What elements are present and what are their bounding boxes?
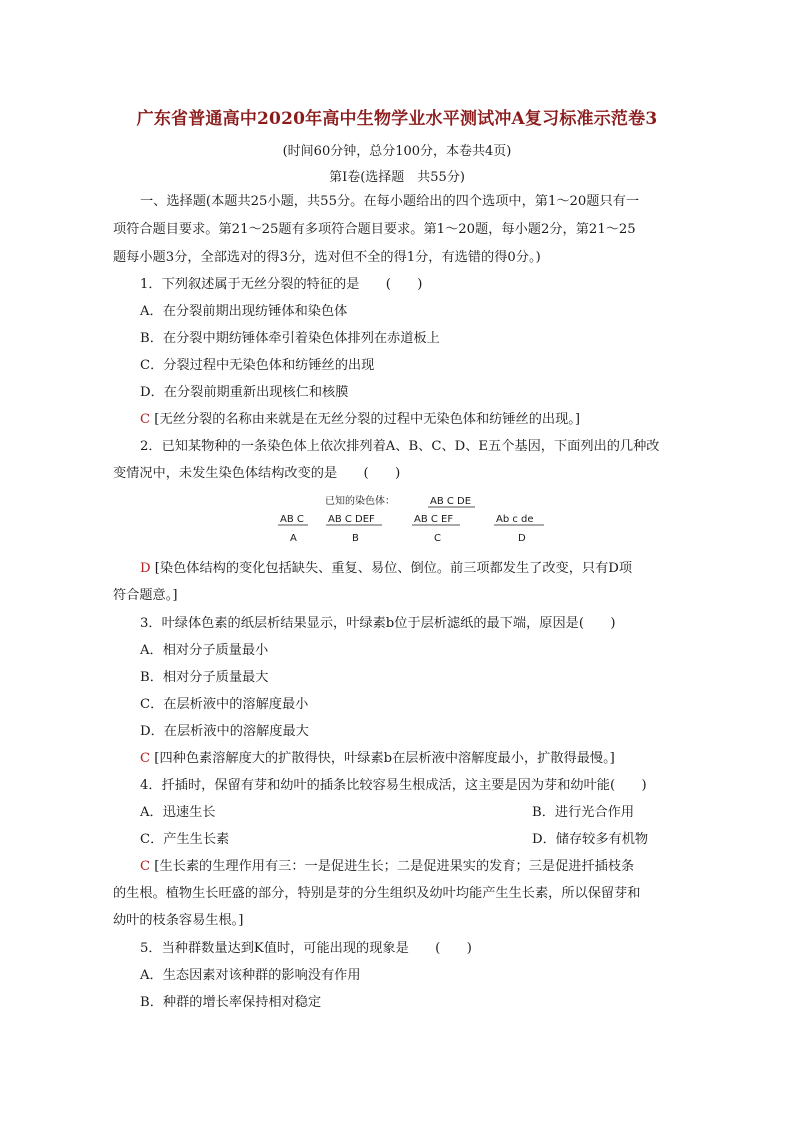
question-3-option: A．相对分子质量最小 (140, 643, 269, 658)
answer-explanation: [四种色素溶解度大的扩散得快，叶绿素b在层析液中溶解度最小，扩散得最慢。] (154, 751, 615, 766)
chromosome-variant: Ab c de (496, 514, 534, 525)
question-5-option: A．生态因素对该种群的影响没有作用 (140, 968, 361, 983)
question-1-option: A．在分裂前期出现纺锤体和染色体 (140, 304, 348, 319)
question-5-stem: 5．当种群数量达到K值时，可能出现的现象是 ( ) (140, 941, 472, 956)
chromosome-variant-label: A (290, 533, 297, 544)
question-3-option: C．在层析液中的溶解度最小 (140, 697, 309, 712)
question-3-option: B．相对分子质量最大 (140, 670, 269, 685)
question-3-option: D．在层析液中的溶解度最大 (140, 724, 309, 739)
question-4-option: D．储存较多有机物 (532, 832, 649, 847)
answer-letter: C (140, 751, 151, 766)
answer-explanation: 的生根。植物生长旺盛的部分，特别是芽的分生组织及幼叶均能产生生长素，所以保留芽和 (113, 886, 641, 901)
answer-letter: D (140, 561, 151, 576)
instructions-line: 项符合题目要求。第21～25题有多项符合题目要求。第1～20题，每小题2分，第21～25 (113, 222, 636, 237)
chromosome-variant-label: B (352, 533, 359, 544)
known-chromosome-label: 已知的染色体： (325, 496, 395, 507)
question-1-option: D．在分裂前期重新出现核仁和核膜 (140, 385, 349, 400)
question-2-stem: 变情况中，未发生染色体结构改变的是 ( ) (113, 466, 401, 481)
section-heading: 第Ⅰ卷(选择题 共55分) (329, 170, 465, 185)
question-2-answer (140, 561, 710, 577)
question-1-option: C．分裂过程中无染色体和纺锤丝的出现 (140, 358, 375, 373)
question-4-stem: 4．扦插时，保留有芽和幼叶的插条比较容易生根成活，这主要是因为芽和幼叶能( ) (140, 778, 647, 793)
page-title: 广东省普通高中2020年高中生物学业水平测试冲A复习标准示范卷3 (136, 109, 658, 129)
answer-explanation: [生长素的生理作用有三：一是促进生长；二是促进果实的发育；三是促进扦插枝条 (154, 859, 635, 874)
answer-letter: C (140, 859, 151, 874)
question-5-option: B．种群的增长率保持相对稳定 (140, 995, 322, 1010)
answer-explanation: 符合题意。] (113, 588, 178, 603)
chromosome-variant: AB C EF (414, 514, 454, 525)
question-4-options-row (140, 832, 710, 848)
chromosome-variant: AB C DEF (328, 514, 375, 525)
chromosome-diagram (270, 492, 560, 552)
question-4-options-row (140, 805, 710, 821)
answer-explanation: 幼叶的枝条容易生根。] (113, 913, 244, 928)
question-2-stem: 2．已知某物种的一条染色体上依次排列着A、B、C、D、E五个基因，下面列出的几种改 (140, 439, 660, 454)
chromosome-variant-label: C (434, 533, 441, 544)
question-1-option: B．在分裂中期纺锤体牵引着染色体排列在赤道板上 (140, 331, 440, 346)
question-3-stem: 3．叶绿体色素的纸层析结果显示，叶绿素b位于层析滤纸的最下端，原因是( ) (140, 616, 616, 631)
question-1-stem: 1．下列叙述属于无丝分裂的特征的是 ( ) (140, 277, 423, 292)
instructions-line: 题每小题3分，全部选对的得3分，选对但不全的得1分，有选错的得0分。) (113, 250, 541, 265)
exam-subtitle: (时间60分钟，总分100分，本卷共4页) (282, 144, 512, 159)
question-4-answer (140, 859, 710, 875)
question-4-option: B．进行光合作用 (532, 805, 635, 820)
question-4-option: A．迅速生长 (140, 805, 216, 820)
answer-explanation: [无丝分裂的名称由来就是在无丝分裂的过程中无染色体和纺锤丝的出现。] (154, 412, 580, 427)
instructions-line: 一、选择题(本题共25小题，共55分。在每小题给出的四个选项中，第1～20题只有一 (140, 194, 640, 209)
answer-explanation: [染色体结构的变化包括缺失、重复、易位、倒位。前三项都发生了改变，只有D项 (154, 561, 633, 576)
known-chromosome: AB C DE (430, 496, 472, 507)
chromosome-variant: AB C (280, 514, 304, 525)
question-3-answer (140, 751, 710, 767)
question-4-option: C．产生生长素 (140, 832, 230, 847)
chromosome-variant-label: D (518, 533, 526, 544)
question-1-answer (140, 412, 710, 428)
answer-letter: C (140, 412, 151, 427)
